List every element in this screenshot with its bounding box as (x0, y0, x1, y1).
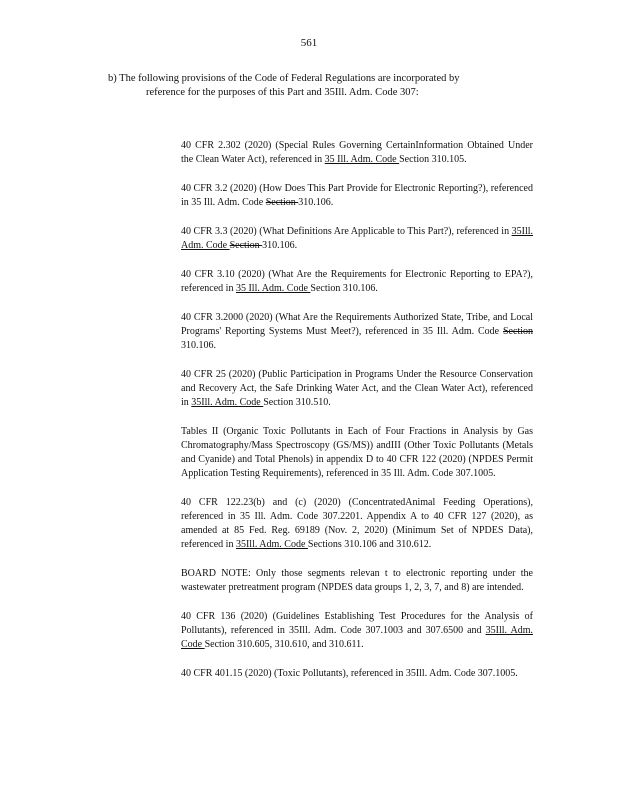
item-text: 40 CFR 25 (2020) (Public Participation in Programs Under the Resource Conservation and Recovery Act, the Safe Drinking Water Act, and the Clean Water Act), referenced in (181, 369, 533, 408)
item-text: BOARD NOTE: Only those segments relevan t to electronic reporting under the wastewater pretreatment program (NPDES data groups 1, 2, 3, 7, and 8) are intended. (181, 568, 533, 593)
item-text: 40 CFR 3.3 (2020) (What Definitions Are Applicable to This Part?), referenced in (181, 226, 512, 237)
item-text-end: Section 310.105. (399, 154, 467, 165)
item-text: 40 CFR 401.15 (2020) (Toxic Pollutants), referenced in 35Ill. Adm. Code 307.1005. (181, 668, 518, 679)
item-text-end: 310.106. (298, 197, 334, 208)
item-text-end: Section 310.605, 310.610, and 310.611. (204, 639, 364, 650)
reference-item (181, 225, 533, 253)
underlined-text: 35Ill. Adm. Code (235, 539, 308, 550)
item-text: 40 CFR 2.302 (2020) (Special Rules Governing CertainInformation Obtained Under the Clean Water Act), referenced in (181, 140, 533, 165)
item-text-end: Section 310.106. (310, 283, 378, 294)
item-text-end: Section 310.510. (263, 397, 331, 408)
struck-text: Section (265, 197, 299, 208)
item-text: 40 CFR 3.10 (2020) (What Are the Requirements for Electronic Reporting to EPA?), referenced in (181, 269, 533, 294)
board-note (181, 567, 533, 595)
item-text: 40 CFR 136 (2020) (Guidelines Establishing Test Procedures for the Analysis of Pollutants), referenced in 35Ill. Adm. Code 307.1003 and 307.6500 and (181, 611, 533, 636)
item-text-end: Sections 310.106 and 310.612. (307, 539, 432, 550)
reference-item (181, 182, 533, 210)
reference-item (181, 139, 533, 167)
item-text: 40 CFR 122.23(b) and (c) (2020) (ConcentratedAnimal Feeding Operations), referenced in 35 Ill. Adm. Code 307.2201. Appendix A to 40 CFR 127 (2020), as amended at 85 Fed. Reg. 69189 (Nov. 2, 2020) (Minimum Set of NPDES Data), referenced in (181, 497, 533, 550)
item-text: Tables II (Organic Toxic Pollutants in Each of Four Fractions in Analysis by Gas Chromatography/Mass Spectroscopy (GS/MS)) andIII (Other Toxic Pollutants (Metals and Cyanide) and Total Phenols) in appendix D to 40 CFR 122 (2020) (NPDES Permit Application Testing Requirements), referenced in 35 Ill. Adm. Code 307.1005. (181, 426, 533, 479)
reference-item (181, 610, 533, 652)
reference-item (181, 425, 533, 481)
item-text: 40 CFR 3.2000 (2020) (What Are the Requirements Authorized State, Tribe, and Local Programs' Reporting Systems Must Meet?), referenced in 35 Ill. Adm. Code (181, 312, 533, 337)
intro-paragraph (108, 72, 516, 100)
underlined-text: 35 Ill. Adm. Code (235, 283, 311, 294)
underlined-text: 35Ill. Adm. Code (191, 397, 264, 408)
underlined-text: 35Ill. Adm. Code (181, 226, 533, 251)
intro-line-1: b) The following provisions of the Code of Federal Regulations are incorporated by (108, 73, 460, 84)
reference-item (181, 368, 533, 410)
reference-item (181, 496, 533, 552)
intro-line-2: reference for the purposes of this Part and 35Ill. Adm. Code 307: (146, 87, 419, 98)
struck-text: Section (229, 240, 263, 251)
reference-item (181, 667, 533, 681)
underlined-text: 35 Ill. Adm. Code (324, 154, 400, 165)
item-text-end: 310.106. (181, 340, 216, 351)
reference-item (181, 268, 533, 296)
page-number: 561 (300, 37, 318, 49)
item-text: 40 CFR 3.2 (2020) (How Does This Part Provide for Electronic Reporting?), referenced in 35 Ill. Adm. Code (181, 183, 533, 208)
item-text-end: 310.106. (262, 240, 298, 251)
incorporated-references-list (181, 139, 533, 696)
reference-item (181, 311, 533, 353)
underlined-text: 35Ill. Adm. Code (181, 625, 533, 650)
struck-text: Section (503, 326, 533, 337)
